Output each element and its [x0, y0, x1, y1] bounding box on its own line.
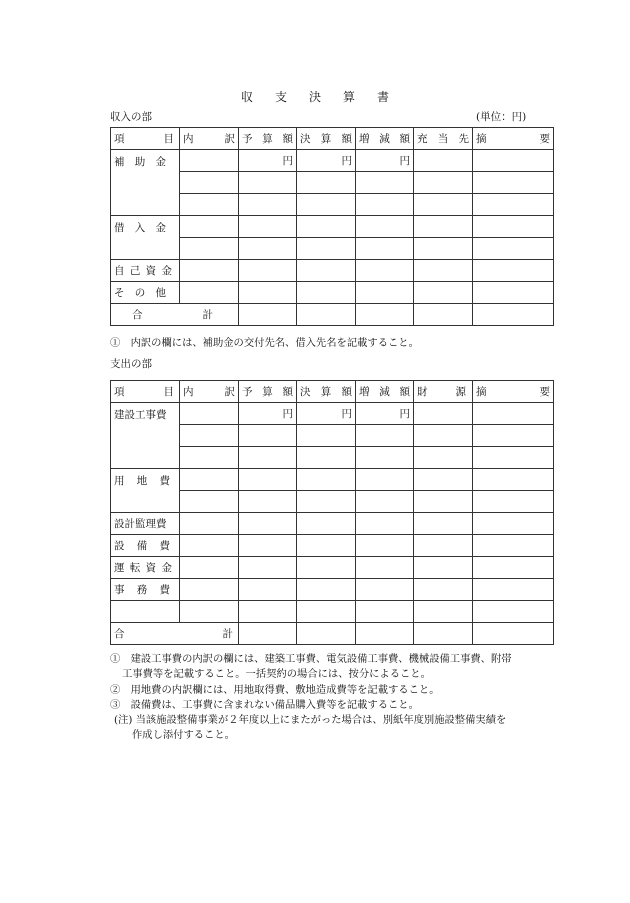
table-row [111, 535, 554, 557]
row-label-loan: 借 入 金 [111, 216, 180, 260]
expense-note-caution-cont: 作成し添付すること。 [132, 729, 235, 741]
header-settled: 決 算 額 [297, 381, 356, 403]
unit-label: (単位：円) [476, 111, 527, 123]
yen-unit: 円 [239, 403, 297, 425]
row-label-construction: 建設工事費 [111, 403, 180, 469]
expense-note-3: ③ 設備費は、工事費に含まれない備品購入費等を記載すること。 [110, 699, 419, 711]
table-row [111, 469, 554, 491]
header-change: 増 減 額 [356, 128, 414, 150]
income-note: ① 内訳の欄には、補助金の交付先名、借入先名を記載すること。 [110, 337, 419, 349]
title-char: 決 [308, 90, 321, 104]
header-remarks: 摘 要 [473, 381, 554, 403]
table-row [111, 403, 554, 425]
table-header-row [111, 128, 554, 150]
expense-note-1: ① 建設工事費の内訳の欄には、建築工事費、電気設備工事費、機械設備工事費、附帯 [110, 653, 512, 665]
expense-note-1-cont: 工事費等を記載すること。一括契約の場合には、按分によること。 [122, 668, 431, 680]
header-item: 項 目 [111, 128, 180, 150]
header-breakdown: 内 訳 [180, 381, 239, 403]
title-char: 支 [274, 90, 287, 104]
expense-note-caution: (注) 当該施設整備事業が２年度以上にまたがった場合は、別紙年度別施設整備実績を [114, 714, 507, 726]
header-budget: 予 算 額 [239, 128, 297, 150]
header-remarks: 摘 要 [473, 128, 554, 150]
row-label-land: 用 地 費 [111, 469, 180, 513]
income-heading: 収入の部 [110, 111, 152, 123]
title-char: 算 [343, 90, 356, 104]
table-row [111, 260, 554, 282]
title-char: 収 [240, 90, 253, 104]
header-source: 財 源 [414, 381, 473, 403]
document-title [0, 88, 630, 105]
row-label-total: 合 計 [111, 304, 239, 326]
table-row [111, 579, 554, 601]
yen-unit: 円 [239, 150, 297, 172]
expense-heading: 支出の部 [110, 358, 152, 370]
table-row [111, 513, 554, 535]
table-row [111, 601, 554, 623]
header-settled: 決 算 額 [297, 128, 356, 150]
expense-table [110, 380, 554, 645]
expense-note-2: ② 用地費の内訳欄には、用地取得費、敷地造成費等を記載すること。 [110, 684, 440, 696]
row-label-other: そ の 他 [111, 282, 180, 304]
row-label-equipment: 設 備 費 [111, 535, 180, 557]
row-label-design: 設計監理費 [111, 513, 180, 535]
row-label-subsidy: 補 助 金 [111, 150, 180, 216]
yen-unit: 円 [297, 403, 356, 425]
income-table [110, 127, 554, 326]
yen-unit: 円 [356, 150, 414, 172]
table-row [111, 304, 554, 326]
table-row [111, 282, 554, 304]
table-row [111, 623, 554, 645]
header-item: 項 目 [111, 381, 180, 403]
row-label-total: 合 計 [111, 623, 239, 645]
table-row [111, 216, 554, 238]
row-label-working-capital: 運 転 資 金 [111, 557, 180, 579]
title-char: 書 [377, 90, 390, 104]
header-breakdown: 内 訳 [180, 128, 239, 150]
table-header-row [111, 381, 554, 403]
table-row [111, 150, 554, 172]
row-label-office: 事 務 費 [111, 579, 180, 601]
table-row [111, 557, 554, 579]
header-change: 増 減 額 [356, 381, 414, 403]
header-budget: 予 算 額 [239, 381, 297, 403]
yen-unit: 円 [297, 150, 356, 172]
row-label-own-funds: 自 己 資 金 [111, 260, 180, 282]
yen-unit: 円 [356, 403, 414, 425]
header-allocation: 充 当 先 [414, 128, 473, 150]
